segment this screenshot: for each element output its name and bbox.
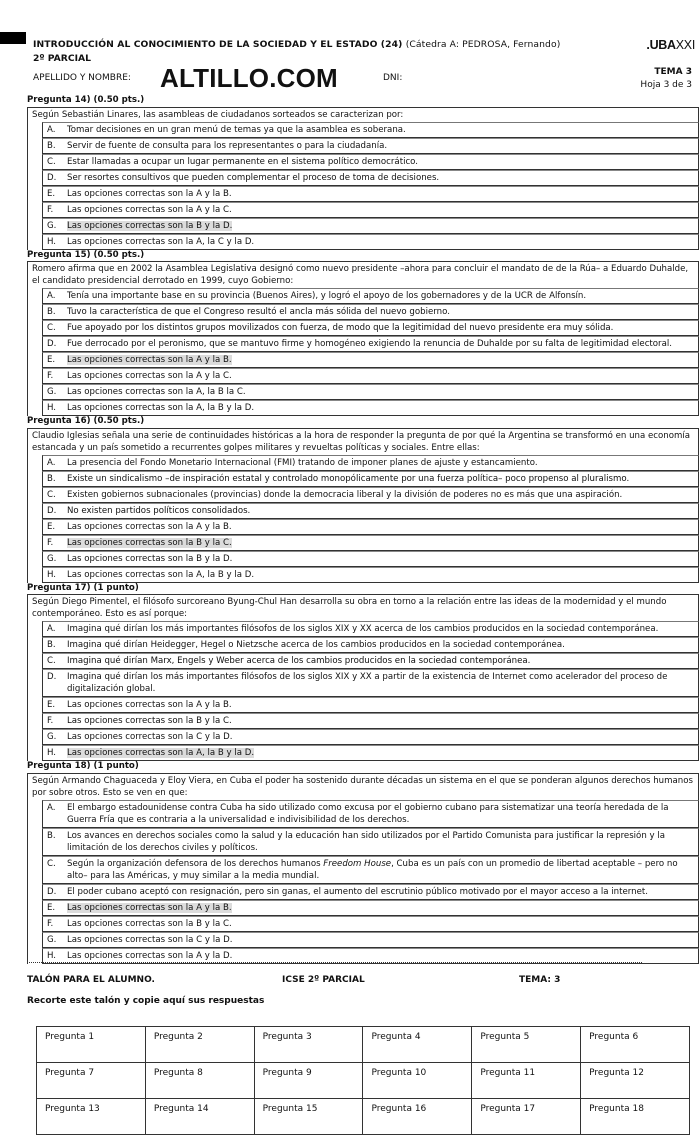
answer-cell[interactable]: Pregunta 17 [472, 1099, 581, 1135]
answer-cell[interactable]: Pregunta 10 [363, 1063, 472, 1099]
cut-line [27, 962, 642, 963]
option-letter: G. [47, 387, 57, 397]
answer-option[interactable] [42, 487, 699, 503]
option-text: Fue derrocado por el peronismo, que se mantuvo firme y homogéneo exigiendo la renuncia de Duhalde por su falta de legitimidad electoral. [67, 339, 672, 349]
option-letter: G. [47, 553, 57, 564]
questions-container [27, 95, 699, 964]
answer-option[interactable] [42, 932, 699, 948]
option-text: Las opciones correctas son la A, la C y la D. [67, 236, 255, 247]
option-text: Las opciones correctas son la C y la D. [67, 732, 233, 742]
option-text: Las opciones correctas son la A, la B y la D. [67, 403, 255, 413]
question-block [27, 250, 699, 417]
option-letter: F. [47, 204, 54, 215]
option-letter: F. [47, 918, 54, 929]
option-text: Las opciones correctas son la A y la C. [67, 204, 232, 215]
option-letter: E. [47, 902, 56, 913]
option-letter: E. [47, 188, 56, 199]
answer-cell[interactable]: Pregunta 5 [472, 1027, 581, 1063]
option-letter: F. [47, 716, 54, 726]
answer-cell[interactable]: Pregunta 3 [254, 1027, 363, 1063]
option-text: Imagina qué dirían Marx, Engels y Weber acerca de los cambios producidos en la sociedad contemporánea. [67, 656, 531, 666]
answer-option[interactable] [42, 336, 699, 352]
question-block [27, 416, 699, 583]
answer-option[interactable] [42, 621, 699, 637]
option-letter: B. [47, 140, 56, 151]
answer-option[interactable] [42, 503, 699, 519]
option-letter: G. [47, 732, 57, 742]
answer-option[interactable] [42, 455, 699, 471]
option-letter: A. [47, 124, 56, 135]
option-letter: H. [47, 569, 57, 580]
answer-option[interactable] [42, 535, 699, 551]
exam-subtitle: 2º PARCIAL [33, 53, 91, 64]
answer-cell[interactable]: Pregunta 6 [581, 1027, 690, 1063]
answer-option[interactable] [42, 900, 699, 916]
option-text: Imagina qué dirían los más importantes filósofos de los siglos XIX y XX acerca de los cambios producidos en la sociedad contemporánea. [67, 624, 659, 634]
course-title-catedra: (Cátedra A: PEDROSA, Fernando) [405, 39, 561, 50]
answer-option[interactable] [42, 170, 699, 186]
option-text: Las opciones correctas son la B y la D. [67, 553, 233, 564]
question-block [27, 95, 699, 250]
answer-option[interactable] [42, 352, 699, 368]
answer-option[interactable] [42, 122, 699, 138]
option-letter: D. [47, 672, 57, 682]
option-letter: G. [47, 220, 57, 231]
option-text: Las opciones correctas son la B y la C. [67, 918, 232, 929]
answer-option[interactable] [42, 567, 699, 583]
option-letter: H. [47, 403, 57, 413]
answer-option[interactable] [42, 186, 699, 202]
answer-option[interactable] [42, 519, 699, 535]
answer-cell[interactable]: Pregunta 2 [145, 1027, 254, 1063]
option-letter: G. [47, 934, 57, 945]
talon-title: TALÓN PARA EL ALUMNO. [27, 975, 155, 985]
option-text: Tenía una importante base en su provincia (Buenos Aires), y logró el apoyo de los gobernadores y de la UCR de Alfonsín. [67, 291, 587, 301]
option-text: Las opciones correctas son la A y la D. [67, 950, 233, 961]
option-text: Tomar decisiones en un gran menú de temas ya que la asamblea es soberana. [67, 124, 406, 135]
answer-option[interactable] [42, 400, 699, 416]
option-text: Las opciones correctas son la A, la B la C. [67, 387, 246, 397]
option-letter: H. [47, 748, 57, 758]
option-letter: E. [47, 700, 56, 710]
answer-option[interactable] [42, 856, 699, 884]
question-heading: Pregunta 15) (0.50 pts.) [27, 249, 145, 260]
option-letter: B. [47, 830, 56, 841]
options-list [27, 621, 699, 761]
option-letter: A. [47, 291, 56, 301]
option-text: La presencia del Fondo Monetario Internacional (FMI) tratando de imponer planes de ajuste y estancamiento. [67, 457, 538, 468]
question-heading: Pregunta 14) (0.50 pts.) [27, 95, 145, 105]
option-letter: H. [47, 950, 57, 961]
answer-option[interactable] [42, 713, 699, 729]
answer-option[interactable] [42, 304, 699, 320]
option-letter: C. [47, 656, 56, 666]
option-text: Tuvo la característica de que el Congreso resultó el ancla más sólida del nuevo gobierno. [67, 307, 450, 317]
answer-option[interactable] [42, 697, 699, 713]
option-letter: D. [47, 505, 57, 516]
option-letter: A. [47, 802, 56, 813]
answer-option[interactable] [42, 916, 699, 932]
option-letter: C. [47, 858, 56, 869]
option-letter: E. [47, 355, 56, 365]
question-text: Romero afirma que en 2002 la Asamblea Legislativa designó como nuevo presidente –ahora para concluir el mandato de de la Rúa– a Eduardo Duhalde, el candidato presidencial derrotado en 1999, cuyo Gobierno: [27, 261, 699, 288]
option-letter: C. [47, 156, 56, 167]
answer-option[interactable] [42, 138, 699, 154]
answer-cell[interactable]: Pregunta 1 [37, 1027, 146, 1063]
option-text: No existen partidos políticos consolidados. [67, 505, 251, 516]
option-text: Las opciones correctas son la A y la B. [67, 700, 232, 710]
answer-option[interactable] [42, 288, 699, 304]
tema-label: TEMA 3 [654, 67, 692, 77]
question-heading: Pregunta 16) (0.50 pts.) [27, 416, 145, 426]
hoja-label: Hoja 3 de 3 [640, 80, 692, 90]
answer-cell[interactable]: Pregunta 16 [363, 1099, 472, 1135]
option-text: Las opciones correctas son la A, la B y la D. [67, 748, 255, 758]
option-text: Existen gobiernos subnacionales (provincias) donde la democracia liberal y la división de poderes no es más que una aspiración. [67, 489, 623, 500]
question-text: Según Sebastián Linares, las asambleas de ciudadanos sorteados se caracterizan por: [27, 107, 699, 122]
option-text: Las opciones correctas son la B y la D. [67, 220, 233, 231]
answer-option[interactable] [42, 218, 699, 234]
answer-grid-row [37, 1027, 690, 1063]
option-text: El poder cubano aceptó con resignación, pero sin ganas, el aumento del escrutinio público motivado por el mayor acceso a la internet. [67, 886, 649, 897]
option-text: Las opciones correctas son la B y la C. [67, 716, 232, 726]
answer-option[interactable] [42, 828, 699, 856]
option-text: Ser resortes consultivos que pueden complementar el proceso de toma de decisiones. [67, 172, 440, 183]
option-text: Las opciones correctas son la A y la B. [67, 188, 232, 199]
option-letter: C. [47, 489, 56, 500]
talon-tema: TEMA: 3 [519, 975, 561, 985]
answer-option[interactable] [42, 154, 699, 170]
option-text: Las opciones correctas son la A y la B. [67, 521, 232, 532]
option-text: Imagina qué dirían los más importantes filósofos de los siglos XIX y XX a partir de la existencia de Internet como acelerador del proceso de digitalización global. [67, 672, 668, 694]
option-letter: D. [47, 172, 57, 183]
question-block [27, 583, 699, 762]
option-text: Imagina qué dirían Heidegger, Hegel o Nietzsche acerca de los cambios producidos en la sociedad contemporánea. [67, 640, 565, 650]
options-list [27, 122, 699, 250]
uba-xxi-logo: .UBAXXI [646, 38, 695, 52]
option-text: Las opciones correctas son la A y la B. [67, 902, 232, 913]
talon-course: ICSE 2º PARCIAL [282, 975, 365, 985]
option-text: Las opciones correctas son la B y la C. [67, 537, 232, 548]
answer-cell[interactable]: Pregunta 18 [581, 1099, 690, 1135]
answer-option[interactable] [42, 202, 699, 218]
answer-cell[interactable]: Pregunta 14 [145, 1099, 254, 1135]
option-text: El embargo estadounidense contra Cuba ha sido utilizado como excusa por el gobierno cubano para sistematizar una teoría heredada de la Guerra Fría que es contraria a la universalidad e indivisibilidad de los derechos. [67, 802, 669, 825]
answer-cell[interactable]: Pregunta 13 [37, 1099, 146, 1135]
answer-grid-row [37, 1099, 690, 1135]
option-text: Servir de fuente de consulta para los representantes o para la ciudadanía. [67, 140, 388, 151]
option-text: Las opciones correctas son la A y la B. [67, 355, 232, 365]
answer-grid [36, 1026, 690, 1135]
option-text: Fue apoyado por los distintos grupos movilizados con fuerza, de modo que la legitimidad del nuevo presidente era muy sólida. [67, 323, 614, 333]
option-letter: B. [47, 307, 56, 317]
apellido-label: APELLIDO Y NOMBRE: [33, 73, 131, 83]
course-title [33, 39, 560, 50]
answer-option[interactable] [42, 669, 699, 697]
answer-cell[interactable]: Pregunta 4 [363, 1027, 472, 1063]
answer-option[interactable] [42, 234, 699, 250]
answer-cell[interactable]: Pregunta 8 [145, 1063, 254, 1099]
answer-option[interactable] [42, 384, 699, 400]
option-text: Las opciones correctas son la A, la B y la D. [67, 569, 255, 580]
answer-grid-row [37, 1063, 690, 1099]
answer-option[interactable] [42, 551, 699, 567]
answer-cell[interactable]: Pregunta 12 [581, 1063, 690, 1099]
answer-option[interactable] [42, 745, 699, 761]
option-letter: B. [47, 473, 56, 484]
altillo-watermark: ALTILLO.COM [160, 63, 338, 93]
answer-cell[interactable]: Pregunta 7 [37, 1063, 146, 1099]
option-letter: F. [47, 537, 54, 548]
option-letter: H. [47, 236, 57, 247]
options-list [27, 288, 699, 416]
option-letter: D. [47, 339, 57, 349]
option-text: Las opciones correctas son la A y la C. [67, 371, 232, 381]
option-letter: C. [47, 323, 56, 333]
answer-option[interactable] [42, 884, 699, 900]
answer-cell[interactable]: Pregunta 9 [254, 1063, 363, 1099]
options-list [27, 455, 699, 583]
answer-option[interactable] [42, 800, 699, 828]
answer-cell[interactable]: Pregunta 11 [472, 1063, 581, 1099]
option-text: Estar llamadas a ocupar un lugar permanente en el sistema político democrático. [67, 156, 419, 167]
answer-option[interactable] [42, 637, 699, 653]
question-text: Según Diego Pimentel, el filósofo surcoreano Byung-Chul Han desarrolla su obra en torno a la relación entre las ideas de la modernidad y el mundo contemporáneo. Esto es así porque: [27, 594, 699, 621]
answer-option[interactable] [42, 653, 699, 669]
answer-option[interactable] [42, 368, 699, 384]
course-title-bold: INTRODUCCIÓN AL CONOCIMIENTO DE LA SOCIEDAD Y EL ESTADO (24) [33, 39, 403, 50]
option-text: Los avances en derechos sociales como la salud y la educación han sido utilizados por el Partido Comunista para justificar la represión y la limitación de los derechos civiles y políticos. [67, 830, 665, 853]
option-letter: B. [47, 640, 56, 650]
option-text: Según la organización defensora de los derechos humanos Freedom House, Cuba es un país con un promedio de libertad aceptable – pero no alto– para las Américas, y muy similar a la media mundial. [67, 858, 678, 881]
options-list [27, 800, 699, 964]
option-letter: A. [47, 457, 56, 468]
option-letter: F. [47, 371, 54, 381]
option-text: Existe un sindicalismo –de inspiración estatal y controlado monopólicamente por una fuerza política– poco propenso al pluralismo. [67, 473, 630, 484]
question-block [27, 761, 699, 964]
question-heading: Pregunta 18) (1 punto) [27, 761, 139, 771]
answer-cell[interactable]: Pregunta 15 [254, 1099, 363, 1135]
option-letter: E. [47, 521, 56, 532]
answer-option[interactable] [42, 729, 699, 745]
answer-option[interactable] [42, 471, 699, 487]
dni-label: DNI: [383, 73, 403, 83]
question-heading: Pregunta 17) (1 punto) [27, 582, 139, 593]
answer-option[interactable] [42, 320, 699, 336]
black-corner-mark [0, 32, 26, 44]
option-letter: D. [47, 886, 57, 897]
question-text: Según Armando Chaguaceda y Eloy Viera, en Cuba el poder ha sostenido durante décadas un sistema en el que se ponderan algunos derechos humanos por sobre otros. Esto se ven en que: [27, 773, 699, 800]
question-text: Claudio Iglesias señala una serie de continuidades históricas a la hora de responder la pregunta de por qué la Argentina se transformó en una economía estancada y un país sometido a recurrentes golpes militares y revueltas políticas y sociales. Entre ellas: [27, 428, 699, 455]
option-text: Las opciones correctas son la C y la D. [67, 934, 233, 945]
talon-instruction: Recorte este talón y copie aquí sus respuestas [27, 996, 265, 1006]
option-letter: A. [47, 624, 56, 634]
